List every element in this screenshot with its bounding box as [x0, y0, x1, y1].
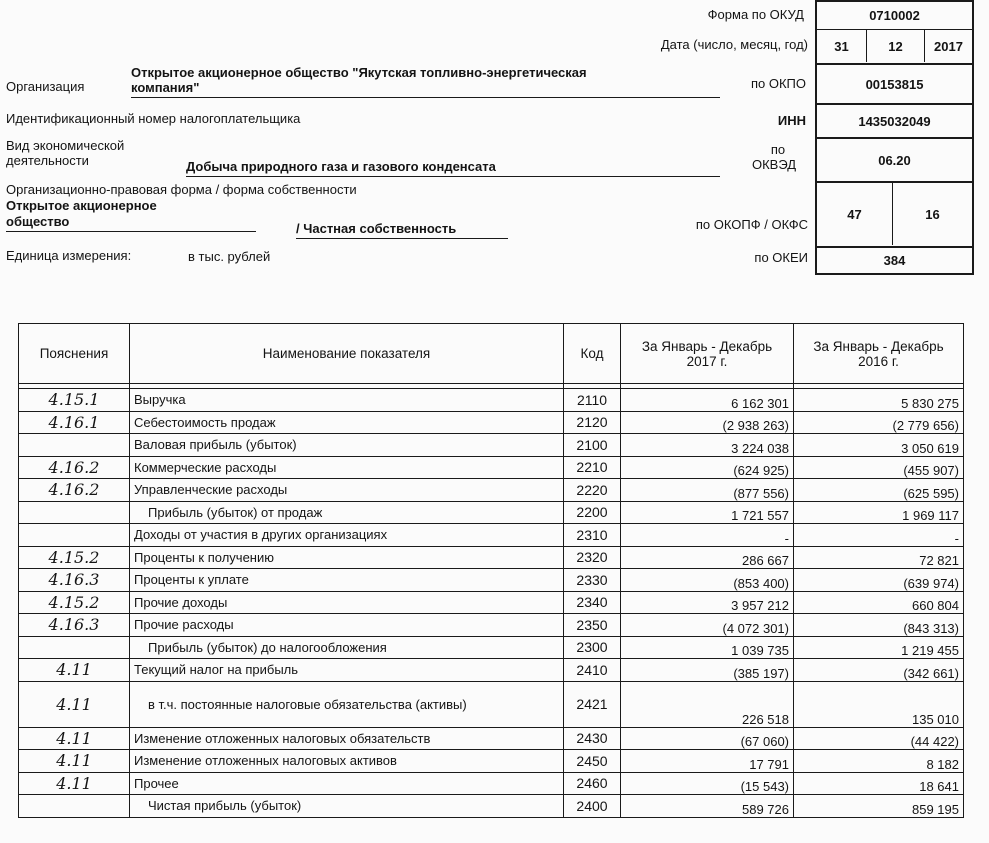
table-row — [19, 681, 964, 727]
okopf-label: по ОКОПФ / ОКФС — [695, 217, 808, 232]
okpo-label: по ОКПО — [750, 76, 806, 91]
row-value-2017: - — [621, 524, 794, 547]
table-row — [19, 636, 964, 659]
date-month: 12 — [867, 30, 925, 62]
okud-label: Форма по ОКУД — [707, 7, 804, 22]
row-code: 2220 — [564, 479, 621, 502]
row-code: 2320 — [564, 546, 621, 569]
row-name: Доходы от участия в других организациях — [130, 524, 564, 547]
row-code: 2300 — [564, 636, 621, 659]
okved-code-box: 06.20 — [815, 138, 974, 183]
col-2017-header: За Январь - Декабрь 2017 г. — [621, 324, 794, 384]
table-row — [19, 591, 964, 614]
row-value-2017: (624 925) — [621, 456, 794, 479]
table-row — [19, 546, 964, 569]
row-code: 2110 — [564, 389, 621, 412]
org-name-line1: Открытое акционерное общество "Якутская топливно-энергетическая — [131, 65, 587, 80]
row-value-2017: (853 400) — [621, 569, 794, 592]
table-row — [19, 772, 964, 795]
row-name: Прочие доходы — [130, 591, 564, 614]
table-row — [19, 479, 964, 502]
okved-label-2: ОКВЭД — [752, 157, 797, 172]
row-value-2017: (385 197) — [621, 659, 794, 682]
row-value-2017: 1 039 735 — [621, 636, 794, 659]
row-value-2016: 8 182 — [794, 750, 964, 773]
legal-form-label: Организационно-правовая форма / форма собственности — [6, 182, 357, 197]
row-note: 4.16.1 — [19, 411, 130, 434]
row-code: 2330 — [564, 569, 621, 592]
row-note: 4.16.2 — [19, 456, 130, 479]
row-value-2017: 226 518 — [621, 681, 794, 727]
row-code: 2340 — [564, 591, 621, 614]
row-value-2016: 135 010 — [794, 681, 964, 727]
row-value-2017: 6 162 301 — [621, 389, 794, 412]
row-name: Валовая прибыль (убыток) — [130, 434, 564, 457]
table-row — [19, 524, 964, 547]
okopf-code: 47 — [817, 183, 893, 245]
row-name: Прибыль (убыток) от продаж — [130, 501, 564, 524]
row-name: Чистая прибыль (убыток) — [130, 795, 564, 818]
table-header-row — [19, 324, 964, 384]
row-value-2017: (4 072 301) — [621, 614, 794, 637]
ownership-value: / Частная собственность — [296, 221, 508, 239]
row-note: 4.11 — [19, 750, 130, 773]
row-code: 2100 — [564, 434, 621, 457]
row-name: Проценты к уплате — [130, 569, 564, 592]
row-name: Прочее — [130, 772, 564, 795]
row-value-2016: 859 195 — [794, 795, 964, 818]
unit-value: в тыс. рублей — [188, 249, 271, 264]
row-value-2017: (15 543) — [621, 772, 794, 795]
activity-label-1: Вид экономической — [6, 138, 125, 153]
inn-code-box: 1435032049 — [815, 104, 974, 139]
col-code-header: Код — [564, 324, 621, 384]
table-row — [19, 659, 964, 682]
activity-label-2: деятельности — [6, 153, 89, 168]
row-note: 4.16.3 — [19, 614, 130, 637]
row-note: 4.16.2 — [19, 479, 130, 502]
unit-label: Единица измерения: — [6, 248, 132, 263]
okei-label: по ОКЕИ — [754, 250, 808, 265]
okved-label-1: по — [770, 142, 786, 157]
row-value-2016: (625 595) — [794, 479, 964, 502]
row-note — [19, 636, 130, 659]
row-value-2016: 5 830 275 — [794, 389, 964, 412]
row-name: Управленческие расходы — [130, 479, 564, 502]
row-name: Проценты к получению — [130, 546, 564, 569]
row-note — [19, 434, 130, 457]
row-code: 2350 — [564, 614, 621, 637]
table-row — [19, 569, 964, 592]
row-name: Изменение отложенных налоговых активов — [130, 750, 564, 773]
table-body — [19, 389, 964, 818]
row-value-2016: (44 422) — [794, 727, 964, 750]
date-year: 2017 — [934, 38, 963, 54]
legal-form-value-1: Открытое акционерное — [6, 198, 157, 213]
activity-value: Добыча природного газа и газового конденсата — [186, 159, 720, 177]
row-name: Себестоимость продаж — [130, 411, 564, 434]
row-note — [19, 795, 130, 818]
row-note: 4.15.2 — [19, 546, 130, 569]
row-value-2016: 18 641 — [794, 772, 964, 795]
row-note — [19, 501, 130, 524]
row-value-2017: (877 556) — [621, 479, 794, 502]
inn-label: ИНН — [777, 113, 806, 128]
row-name: Выручка — [130, 389, 564, 412]
table-row — [19, 795, 964, 818]
table-row — [19, 434, 964, 457]
row-name: Прочие расходы — [130, 614, 564, 637]
row-value-2016: (843 313) — [794, 614, 964, 637]
row-value-2016: 660 804 — [794, 591, 964, 614]
row-code: 2310 — [564, 524, 621, 547]
row-value-2017: (67 060) — [621, 727, 794, 750]
row-note: 4.15.2 — [19, 591, 130, 614]
row-note: 4.16.3 — [19, 569, 130, 592]
row-code: 2460 — [564, 772, 621, 795]
table-row — [19, 750, 964, 773]
okopf-okfs-box — [815, 182, 974, 248]
org-label: Организация — [6, 79, 85, 94]
financial-results-table — [18, 323, 964, 818]
row-value-2016: - — [794, 524, 964, 547]
row-code: 2200 — [564, 501, 621, 524]
row-value-2017: 17 791 — [621, 750, 794, 773]
col-2016-header: За Январь - Декабрь 2016 г. — [794, 324, 964, 384]
row-code: 2400 — [564, 795, 621, 818]
row-note: 4.15.1 — [19, 389, 130, 412]
legal-form-value-2: общество — [6, 214, 256, 232]
row-value-2016: 72 821 — [794, 546, 964, 569]
date-label: Дата (число, месяц, год) — [660, 37, 808, 52]
table-row — [19, 727, 964, 750]
table-row — [19, 501, 964, 524]
row-value-2017: 3 957 212 — [621, 591, 794, 614]
row-value-2017: (2 938 263) — [621, 411, 794, 434]
row-value-2016: (455 907) — [794, 456, 964, 479]
date-day: 31 — [817, 30, 867, 62]
table-row — [19, 411, 964, 434]
row-value-2016: 1 969 117 — [794, 501, 964, 524]
row-value-2016: (342 661) — [794, 659, 964, 682]
okud-code-box: 0710002 — [815, 0, 974, 30]
row-code: 2210 — [564, 456, 621, 479]
inn-row-label: Идентификационный номер налогоплательщика — [6, 111, 301, 126]
row-value-2016: (2 779 656) — [794, 411, 964, 434]
row-name: Текущий налог на прибыль — [130, 659, 564, 682]
org-name-line2: компания" — [131, 80, 720, 98]
okei-code-box: 384 — [815, 247, 974, 275]
row-value-2016: 1 219 455 — [794, 636, 964, 659]
row-code: 2421 — [564, 681, 621, 727]
row-name: Изменение отложенных налоговых обязательств — [130, 727, 564, 750]
table-row — [19, 614, 964, 637]
row-value-2017: 1 721 557 — [621, 501, 794, 524]
row-note: 4.11 — [19, 659, 130, 682]
row-name: Коммерческие расходы — [130, 456, 564, 479]
row-value-2017: 589 726 — [621, 795, 794, 818]
okpo-code-box: 00153815 — [815, 64, 974, 105]
row-name: в т.ч. постоянные налоговые обязательства (активы) — [130, 681, 564, 727]
date-box — [815, 29, 974, 65]
row-value-2016: 3 050 619 — [794, 434, 964, 457]
row-code: 2450 — [564, 750, 621, 773]
col-notes-header: Пояснения — [19, 324, 130, 384]
row-note: 4.11 — [19, 681, 130, 727]
row-code: 2120 — [564, 411, 621, 434]
row-value-2017: 3 224 038 — [621, 434, 794, 457]
table-row — [19, 389, 964, 412]
row-value-2016: (639 974) — [794, 569, 964, 592]
row-note: 4.11 — [19, 727, 130, 750]
row-value-2017: 286 667 — [621, 546, 794, 569]
table-row — [19, 456, 964, 479]
row-note — [19, 524, 130, 547]
row-code: 2430 — [564, 727, 621, 750]
row-note: 4.11 — [19, 772, 130, 795]
col-name-header: Наименование показателя — [130, 324, 564, 384]
okfs-code: 16 — [925, 206, 940, 222]
row-code: 2410 — [564, 659, 621, 682]
row-name: Прибыль (убыток) до налогообложения — [130, 636, 564, 659]
